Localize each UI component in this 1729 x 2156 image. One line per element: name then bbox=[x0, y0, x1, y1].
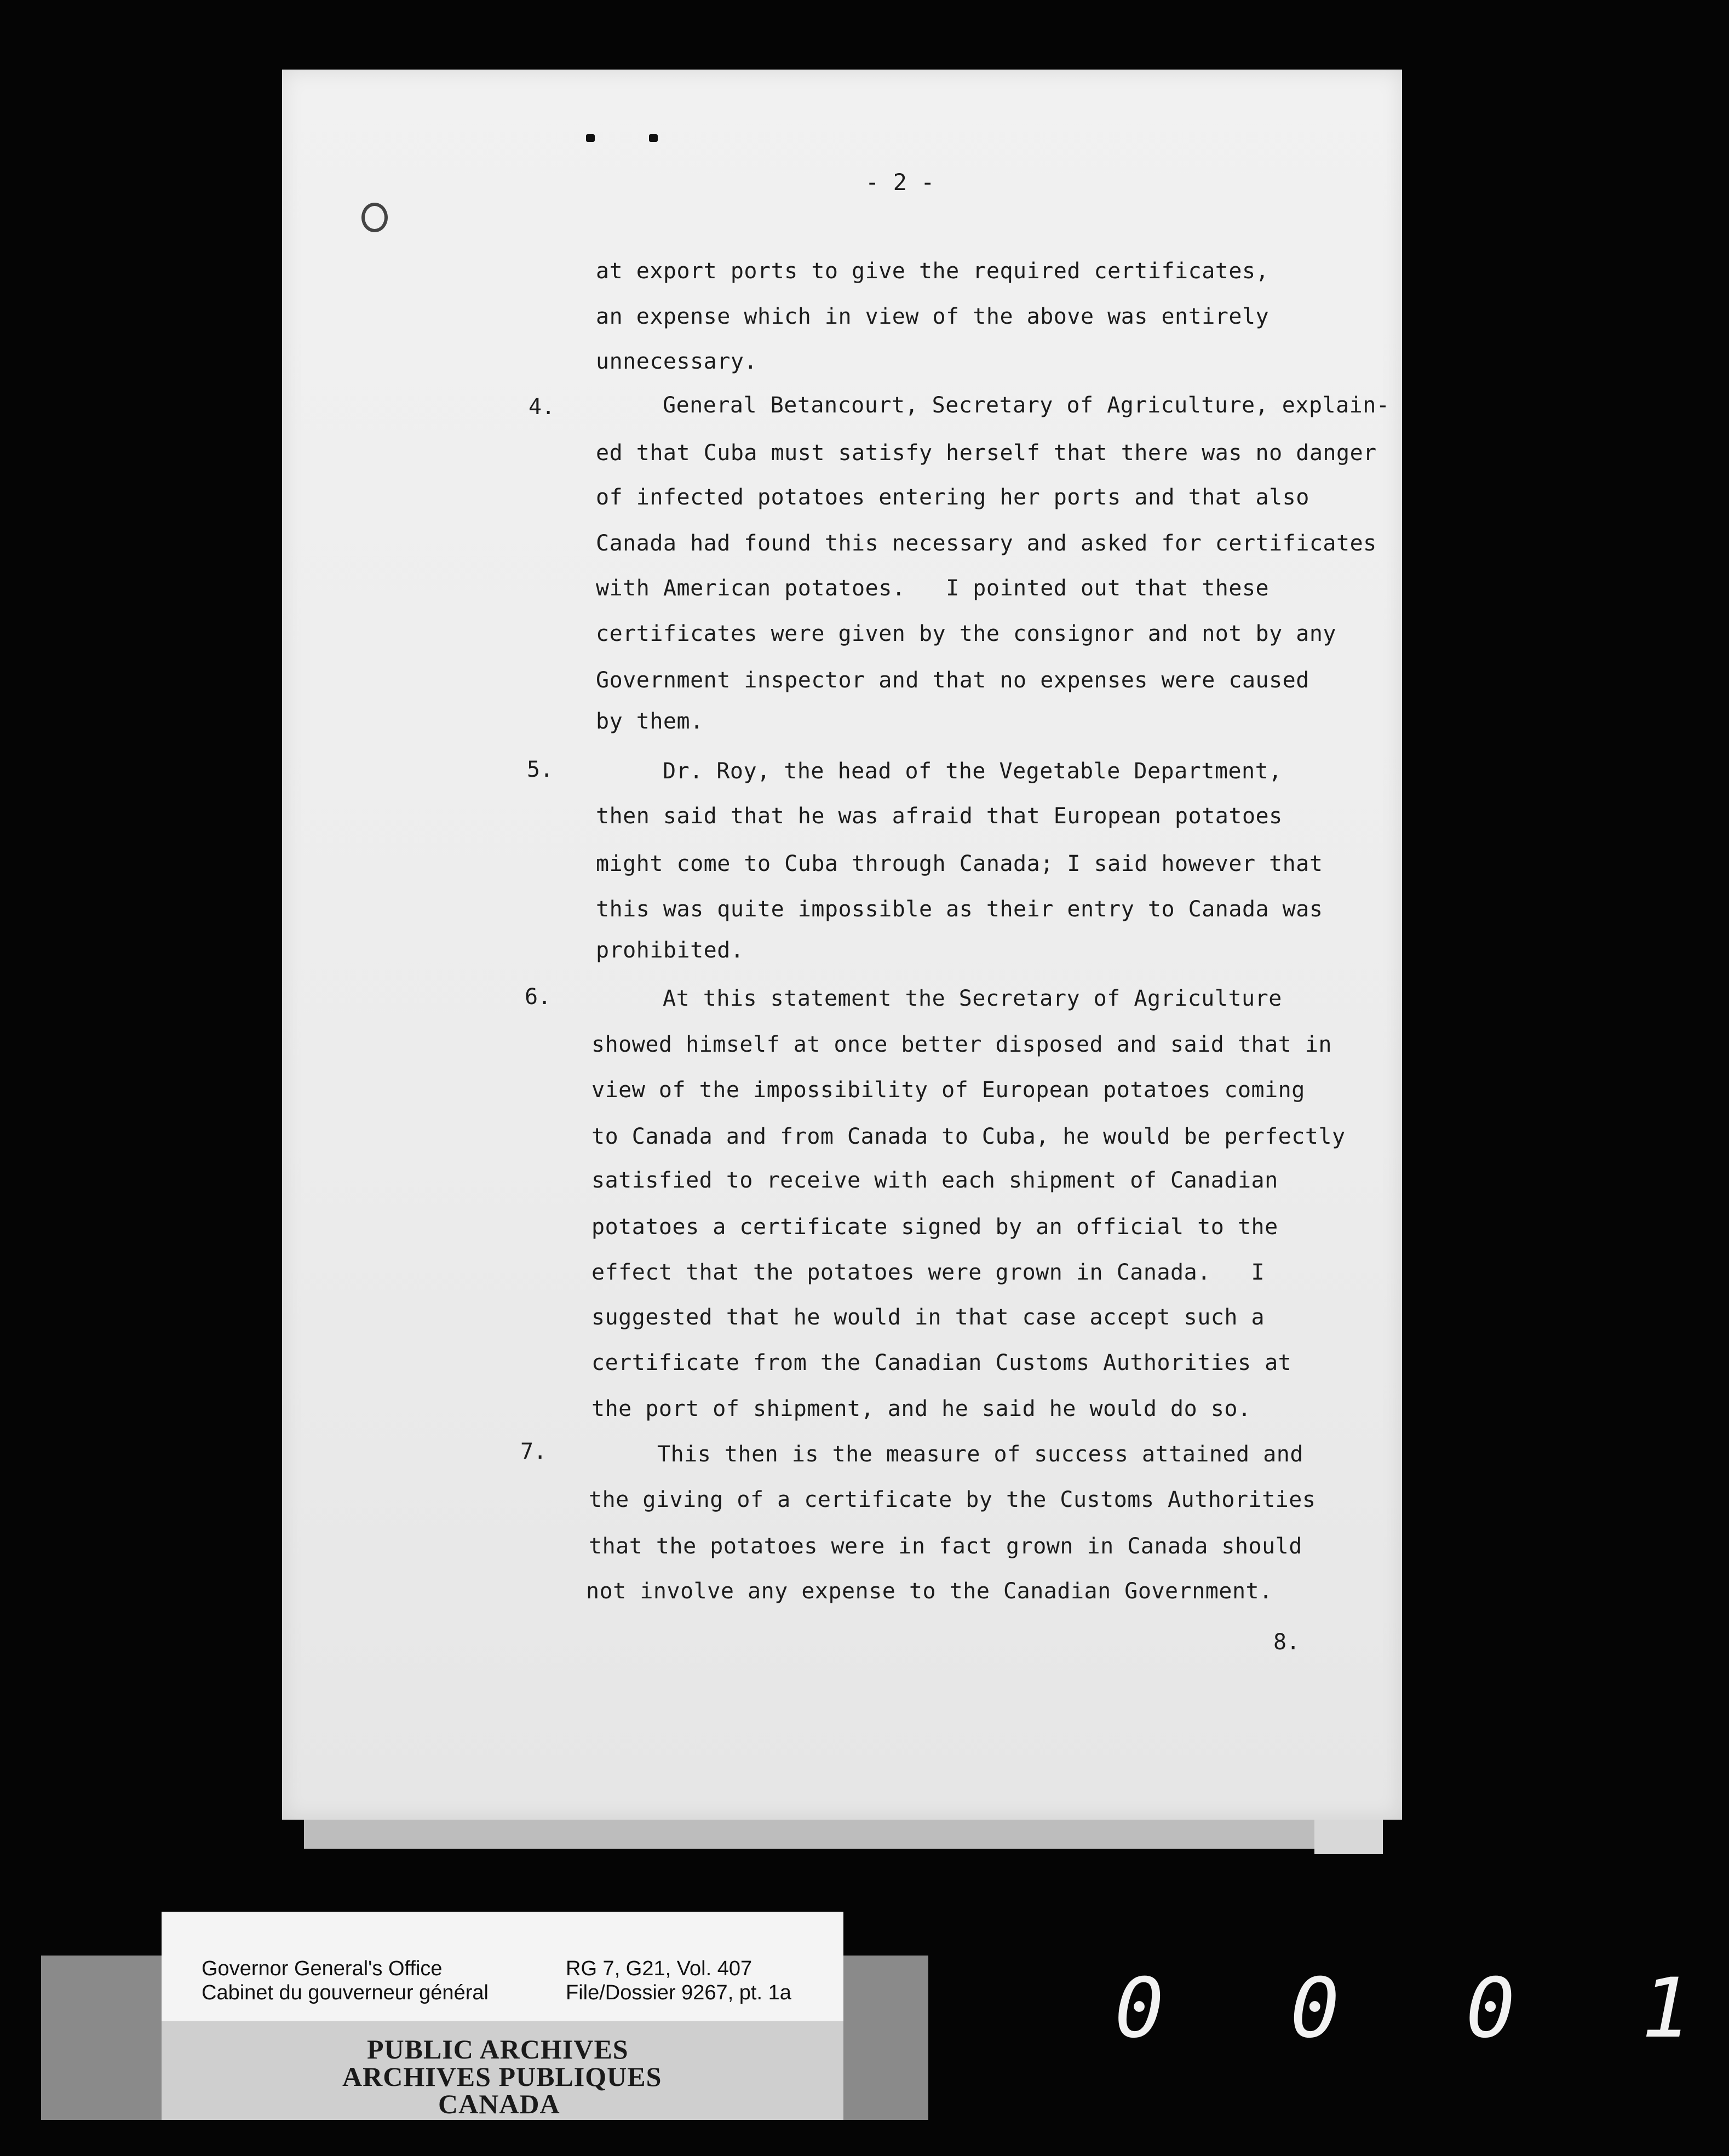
document-line: at export ports to give the required certificates, bbox=[596, 259, 1270, 284]
archives-english: PUBLIC ARCHIVES bbox=[367, 2034, 629, 2065]
document-line: suggested that he would in that case accept such a bbox=[591, 1305, 1265, 1330]
document-line: not involve any expense to the Canadian Government. bbox=[586, 1579, 1273, 1604]
document-line: General Betancourt, Secretary of Agriculture, explain- bbox=[663, 393, 1390, 418]
document-line: At this statement the Secretary of Agriculture bbox=[663, 986, 1282, 1011]
archive-reference: RG 7, G21, Vol. 407 bbox=[566, 1957, 753, 1980]
document-line: the giving of a certificate by the Customs Authorities bbox=[589, 1487, 1316, 1512]
page-number: - 2 - bbox=[865, 169, 935, 196]
document-line: that the potatoes were in fact grown in Canada should bbox=[589, 1534, 1302, 1559]
document-line: certificates were given by the consignor and not by any bbox=[596, 621, 1337, 646]
office-english: Governor General's Office bbox=[202, 1957, 443, 1980]
office-french: Cabinet du gouverneur général bbox=[202, 1981, 489, 2004]
document-line: of infected potatoes entering her ports and that also bbox=[596, 485, 1309, 510]
staple-mark bbox=[649, 134, 658, 142]
document-line: this was quite impossible as their entry to Canada was bbox=[596, 897, 1323, 922]
document-line: then said that he was afraid that European potatoes bbox=[596, 804, 1283, 829]
document-line: ed that Cuba must satisfy herself that there was no danger bbox=[596, 440, 1377, 466]
document-line: by them. bbox=[596, 709, 704, 734]
punch-hole-mark bbox=[361, 203, 388, 232]
document-line: view of the impossibility of European potatoes coming bbox=[591, 1077, 1305, 1103]
document-line: potatoes a certificate signed by an official to the bbox=[591, 1214, 1278, 1240]
document-line: certificate from the Canadian Customs Authorities at bbox=[591, 1350, 1292, 1375]
document-line: the port of shipment, and he said he would do so. bbox=[591, 1396, 1251, 1421]
document-line: Canada had found this necessary and asked for certificates bbox=[596, 531, 1377, 556]
document-line: prohibited. bbox=[596, 938, 744, 963]
paragraph-number: 6. bbox=[525, 984, 552, 1010]
archive-file: File/Dossier 9267, pt. 1a bbox=[566, 1981, 791, 2004]
next-page-marker: 8. bbox=[1273, 1630, 1300, 1655]
document-line: effect that the potatoes were grown in Canada. I bbox=[591, 1260, 1265, 1285]
staple-mark bbox=[586, 134, 595, 142]
paragraph-number: 7. bbox=[520, 1439, 547, 1464]
document-line: unnecessary. bbox=[596, 349, 757, 374]
archives-french: ARCHIVES PUBLIQUES bbox=[342, 2061, 662, 2092]
document-line: showed himself at once better disposed and said that in bbox=[591, 1032, 1332, 1057]
document-line: satisfied to receive with each shipment of Canadian bbox=[591, 1168, 1278, 1193]
document-line: This then is the measure of success attained and bbox=[657, 1442, 1303, 1467]
frame-counter: 0 0 0 1 bbox=[1115, 1961, 1729, 2056]
document-line: with American potatoes. I pointed out that these bbox=[596, 576, 1270, 601]
document-line: an expense which in view of the above was entirely bbox=[596, 304, 1270, 329]
paragraph-number: 4. bbox=[529, 394, 555, 420]
document-line: might come to Cuba through Canada; I said however that bbox=[596, 851, 1323, 876]
paragraph-number: 5. bbox=[527, 757, 554, 782]
document-line: Dr. Roy, the head of the Vegetable Department, bbox=[663, 759, 1282, 784]
document-line: to Canada and from Canada to Cuba, he would be perfectly bbox=[591, 1124, 1346, 1149]
document-line: Government inspector and that no expenses were caused bbox=[596, 668, 1309, 693]
archives-country: CANADA bbox=[438, 2089, 560, 2119]
